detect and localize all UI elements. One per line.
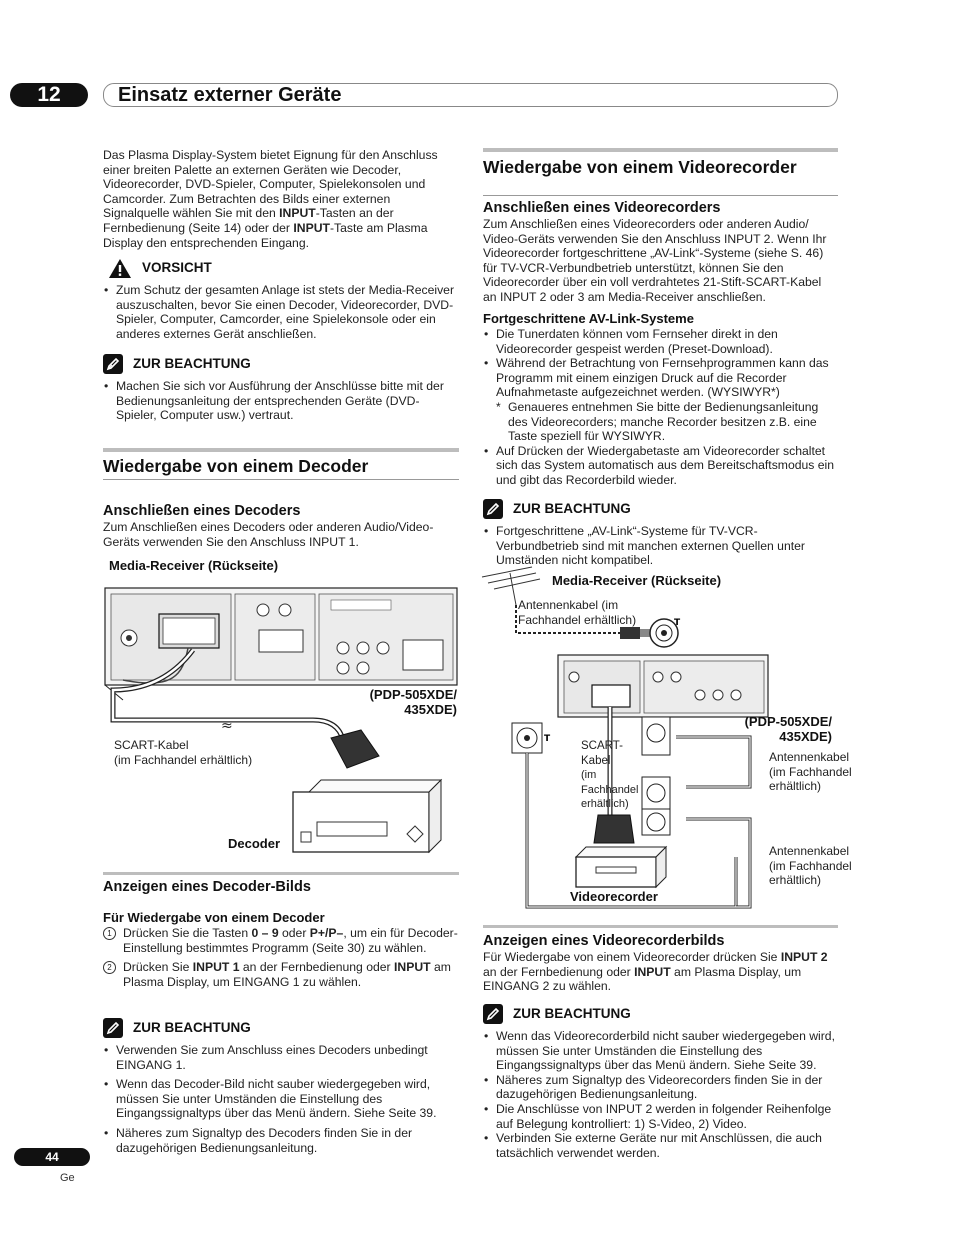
avlink-footnote: * Genaueres entnehmen Sie bitte der Bedienungsanleitung des Videorecorders; manche Recorder besitzen z.B. eine Taste speziell für WYSIWYR. — [483, 400, 838, 444]
note-label: ZUR BEACHTUNG — [133, 1019, 251, 1035]
scart-line-b: Kabel — [581, 754, 611, 767]
antenna-cable-3-line-c: erhältlich) — [769, 873, 822, 887]
caution-label: VORSICHT — [142, 259, 212, 275]
display-vcr-bold-1: INPUT 2 — [780, 950, 828, 964]
model-line-a: (PDP-505XDE/ — [744, 714, 832, 729]
model-line-a: (PDP-505XDE/ — [369, 687, 457, 702]
section-rule-top — [483, 148, 838, 152]
step-1-number: 1 — [103, 927, 116, 940]
step-2-bold-input1: INPUT 1 — [192, 960, 240, 975]
display-vcr-bold-2: INPUT — [634, 964, 671, 979]
decoder-connect — [103, 503, 459, 549]
subheading-connect-decoder: Anschließen eines Decoders — [103, 503, 301, 519]
note-bullet: • Wenn das Decoder-Bild nicht sauber wiedergegeben wird, müssen Sie unter Umständen die Einstellung des Eingangssignaltyps über das Menü ändern. Siehe Seite 39. — [103, 1077, 459, 1121]
note-block-decoder — [103, 1017, 459, 1155]
antenna-cable-2-line-c: erhältlich) — [769, 779, 822, 793]
scart-line-d: Fachhandel — [581, 783, 639, 796]
vcr-connect — [483, 200, 838, 305]
scart-cable-line-b: (im Fachhandel erhältlich) — [114, 752, 253, 767]
steps-heading: Für Wiedergabe von einem Decoder — [103, 910, 325, 925]
subheading-connect-vcr: Anschließen eines Videorecorders — [483, 200, 721, 216]
avlink-bullet: • Die Tunerdaten können vom Fernseher direkt in den Videorecorder gespeist werden (Preset-Download). — [483, 327, 838, 356]
note-bullet: • Fortgeschrittene „AV-Link“-Systeme für TV-VCR-Verbundbetrieb sind mit manchen externen Quellen unter Umständen nicht kompatibel. — [483, 524, 838, 568]
note-label: ZUR BEACHTUNG — [133, 355, 251, 371]
scart-cable-line-a: SCART-Kabel — [114, 738, 189, 752]
page-number: 44 — [14, 1148, 90, 1166]
avlink-block — [483, 311, 838, 488]
note-bullet: • Näheres zum Signaltyp des Decoders finden Sie in der dazugehörigen Bedienungsanleitung. — [103, 1126, 459, 1155]
chapter-number: 12 — [10, 83, 88, 107]
svg-text:T: T — [544, 734, 551, 744]
intro-bold-1: INPUT — [279, 206, 316, 221]
note-block-vcr-b — [483, 1003, 838, 1160]
step-2-number: 2 — [103, 961, 116, 974]
note-bullet: • Wenn das Videorecorderbild nicht sauber wiedergegeben wird, müssen Sie unter Umständen die Einstellung des Eingangssignaltyps über das Menü ändern. Siehe Seite 39. — [483, 1029, 838, 1073]
decoder-device-label: Decoder — [228, 836, 281, 851]
model-line-b: 435XDE) — [779, 728, 832, 744]
decoder-steps — [103, 910, 459, 989]
step-1 — [103, 926, 459, 955]
intro-bold-2: INPUT — [293, 220, 330, 235]
section-heading-decoder: Wiedergabe von einem Decoder — [103, 456, 369, 476]
display-vcr-text — [483, 950, 838, 994]
step-2 — [103, 960, 459, 989]
antenna-cable-label-1 — [518, 598, 636, 627]
step-1-text-end: , um ein für Decoder-Einstellung bestimmtes Programm (Seite 30) zu wählen. — [123, 926, 458, 955]
model-label-vcr — [722, 715, 832, 744]
diagram-title-vcr: Media-Receiver (Rückseite) — [552, 573, 722, 588]
antenna-cable-1-line-b: Fachhandel erhältlich) — [518, 612, 637, 627]
step-2-text-end: am Plasma Display, um EINGANG 1 zu wählen. — [123, 960, 451, 989]
step-1-bold-keys: 0 – 9 — [251, 926, 279, 940]
note-block-vcr-a — [483, 498, 838, 568]
decoder-connection-diagram — [103, 580, 459, 870]
model-line-b: 435XDE) — [404, 701, 457, 717]
note-bullet: • Näheres zum Signaltyp des Videorecorders finden Sie in der dazugehörigen Bedienungsanleitung. — [483, 1073, 838, 1102]
scart-cable-label — [114, 738, 252, 767]
intro-text-1: Das Plasma Display-System bietet Eignung für den Anschluss einer breiten Palette an externen Geräten wie Decoder, Videorecorder, DVD-Spieler, Computer, Spielekonsolen und Camcorder. Zum Betrachten des Bilds einer externen Signalquelle wählen Sie mit den — [103, 148, 438, 221]
connect-decoder-text: Zum Anschließen eines Decoders oder anderen Audio/Video-Geräts verwenden Sie den Anschluss INPUT 1. — [103, 520, 434, 549]
caution-bullet: • Zum Schutz der gesamten Anlage ist stets der Media-Receiver auszuschalten, bevor Sie einen Decoder, Videorecorder, DVD-Spieler, Computer, Camcorder, eine Spielekonsole oder ein anderes externes Gerät anschließen. — [103, 283, 459, 341]
chapter-title: Einsatz externer Geräte — [118, 84, 342, 106]
antenna-cable-2-line-b: (im Fachhandel — [769, 764, 852, 779]
step-2-text: Drücken Sie — [123, 960, 193, 975]
subheading-display-decoder: Anzeigen eines Decoder-Bilds — [103, 879, 311, 895]
step-2-text-mid: an der Fernbedienung oder — [239, 960, 395, 975]
section-rule-top — [103, 448, 459, 452]
note-bullet: • Verbinden Sie externe Geräte nur mit Anschlüssen, die auch tatsächlich verwendet werden. — [483, 1131, 838, 1160]
antenna-cable-2-line-a: Antennenkabel — [769, 750, 850, 764]
note-bullet: • Die Anschlüsse von INPUT 2 werden in folgender Reihenfolge auf Belegung kontrolliert: 1) S-Video, 2) Video. — [483, 1102, 838, 1131]
section-rule-bottom — [483, 195, 838, 196]
section-heading-vcr: Wiedergabe von einem Videorecorder — [483, 157, 797, 177]
note-block-1 — [103, 353, 459, 423]
avlink-bullet: • Während der Betrachtung von Fernsehprogrammen kann das Programm mit einem einzigen Druck auf die Recorder Aufnahmetaste aufgezeichnet werden. (WYSIWYR*) — [483, 356, 838, 400]
note-pencil-icon — [103, 354, 123, 374]
step-1-text-or: oder — [278, 926, 310, 940]
subsection-rule — [483, 925, 838, 928]
antenna-cable-label-3 — [769, 844, 852, 888]
vcr-display — [483, 933, 838, 994]
note-label: ZUR BEACHTUNG — [513, 1005, 631, 1021]
note-bullet: • Machen Sie sich vor Ausführung der Anschlüsse bitte mit der Bedienungsanleitung der entsprechenden Geräte (DVD-Spieler, Computer usw.) vertraut. — [103, 379, 459, 423]
connect-vcr-text: Zum Anschließen eines Videorecorders oder anderen Audio/ Video-Geräts verwenden Sie den Anschluss INPUT 2. Wenn Ihr Videorecorder fortgeschrittene „AV-Link“-Systeme (siehe S. 46) für TV-VCR-Verbundbetrieb unterstützt, können Sie den Videorecorder über ein voll verdrahtetes 21-Stift-SCART-Kabel an INPUT 2 oder 3 am Media-Receiver anschließen. — [483, 217, 827, 304]
avlink-bullet: • Auf Drücken der Wiedergabetaste am Videorecorder schaltet sich das System automatisch aus dem Bereitschaftsmodus ein und gibt das Recorderbild wieder. — [483, 444, 838, 488]
subheading-display-vcr: Anzeigen eines Videorecorderbilds — [483, 933, 725, 949]
intro-paragraph — [103, 148, 459, 250]
section-rule-bottom — [103, 479, 459, 480]
display-vcr-text-2: an der Fernbedienung oder — [483, 964, 635, 979]
subsection-rule — [103, 872, 459, 875]
note-bullet: • Verwenden Sie zum Anschluss eines Decoders unbedingt EINGANG 1. — [103, 1043, 459, 1072]
step-1-text: Drücken Sie die Tasten — [123, 926, 252, 940]
scart-line-a: SCART- — [581, 740, 623, 752]
antenna-cable-3-line-a: Antennenkabel — [769, 844, 850, 858]
note-label: ZUR BEACHTUNG — [513, 500, 631, 516]
note-pencil-icon — [483, 1004, 503, 1024]
intro-text-3: -Taste am Plasma Display den entsprechenden Eingang. — [103, 220, 428, 250]
display-vcr-text-1: Für Wiedergabe von einem Videorecorder drücken Sie — [483, 950, 781, 964]
antenna-cable-3-line-b: (im Fachhandel — [769, 858, 852, 873]
scart-line-e: erhältlich) — [581, 798, 629, 810]
note-pencil-icon — [103, 1018, 123, 1038]
decoder-display — [103, 879, 459, 896]
page-language: Ge — [60, 1172, 75, 1184]
diagram-title-decoder: Media-Receiver (Rückseite) — [109, 558, 279, 573]
chapter-title-box — [103, 83, 838, 107]
model-label-decoder — [359, 688, 457, 717]
vcr-device-label: Videorecorder — [570, 889, 658, 904]
display-vcr-text-3: am Plasma Display, um EINGANG 2 zu wählen. — [483, 964, 802, 994]
avlink-heading: Fortgeschrittene AV-Link-Systeme — [483, 311, 694, 326]
scart-line-c: (im — [581, 769, 597, 781]
antenna-cable-label-2 — [769, 750, 852, 794]
warning-icon — [108, 258, 132, 279]
intro-text-2: -Tasten an der Fernbedienung (Seite 14) oder der — [103, 206, 394, 235]
caution-block — [103, 257, 459, 341]
step-1-bold-p: P+/P– — [309, 926, 344, 940]
note-pencil-icon — [483, 499, 503, 519]
antenna-cable-1-line-a: Antennenkabel (im — [518, 598, 619, 612]
svg-text:T: T — [674, 618, 681, 628]
scart-cable-label-vcr — [581, 739, 639, 812]
svg-text:≈: ≈ — [221, 718, 233, 734]
step-2-bold-input: INPUT — [394, 960, 431, 975]
